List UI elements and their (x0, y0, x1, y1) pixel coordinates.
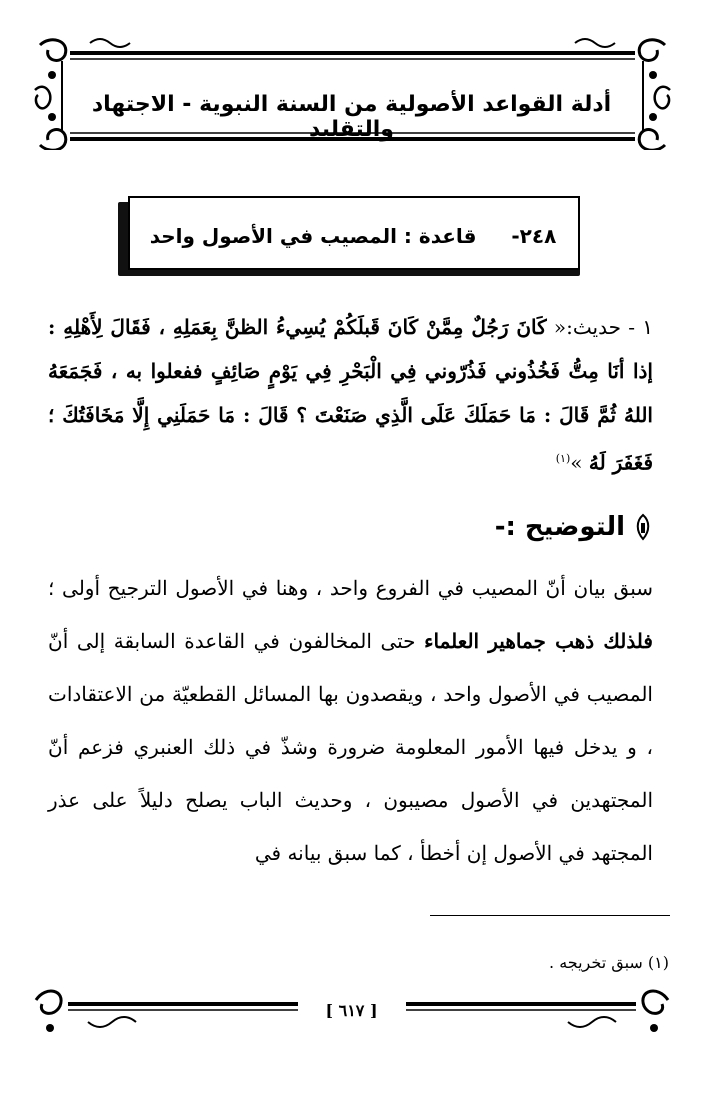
section-heading (128, 224, 578, 248)
ornament-bullet-icon (633, 513, 653, 541)
footnote-reference: (١) (555, 452, 571, 465)
hadith-suffix: » (570, 450, 589, 475)
running-title: أدلة القواعد الأصولية من السنة النبوية - الاجتهاد والتقليد (91, 92, 612, 142)
explanation-text-1: سبق بيان أنّ المصيب في الفروع واحد ، وهنا في الأصول الترجيح أولى ؛ (48, 576, 653, 600)
hadith-prefix: ١ - حديث:« (546, 315, 653, 339)
page-number: [ ٦١٧ ] (325, 1001, 378, 1020)
section-number: ٢٤٨- (511, 224, 557, 248)
explanation-text-2: حتى المخالفون في القاعدة السابقة إلى أنّ المصيب في الأصول واحد ، ويقصدون بها المسائل القطعيّة من الاعتقادات ، و يدخل فيها الأمور المعلومة ضرورة وشذّ في ذلك العنبري فزعم أنّ المجتهدين في الأصول مصيبون ، وحديث الباب يصلح دليلاً على عذر المجتهد في الأصول إن أخطأ ، كما سبق بيانه في (48, 629, 653, 865)
explanation-heading-text: التوضيح :- (494, 512, 625, 542)
explanation-bold-text: فلذلك ذهب جماهير العلماء (424, 629, 653, 653)
hadith-paragraph (48, 305, 653, 485)
section-title: قاعدة : المصيب في الأصول واحد (149, 224, 477, 248)
hadith-text: كَانَ رَجُلٌ مِمَّنْ كَانَ قَبلَكُمْ يُسِيءُ الظنَّ بِعَمَلِهِ ، فَقَالَ لِأَهْلِهِ : إذا أنَا مِتُّ فَخُذُوني فَذُرّوني فِي الْبَحْرِ فِي يَوْمٍ صَائِفٍ ففعلوا به ، فَجَمَعَهُ اللهُ ثُمَّ قَالَ : مَا حَمَلَكَ عَلَى الَّذِي صَنَعْتَ ؟ قَالَ : مَا حَمَلَنِي إِلَّا مَخَافَتُكَ ؛ فَغَفَرَ لَهُ (48, 315, 653, 475)
section-title-box (118, 196, 588, 276)
footnote-divider (430, 915, 670, 916)
explanation-heading (495, 512, 653, 542)
explanation-paragraph (48, 562, 653, 880)
footnote: (١) سبق تخريجه . (549, 953, 669, 972)
